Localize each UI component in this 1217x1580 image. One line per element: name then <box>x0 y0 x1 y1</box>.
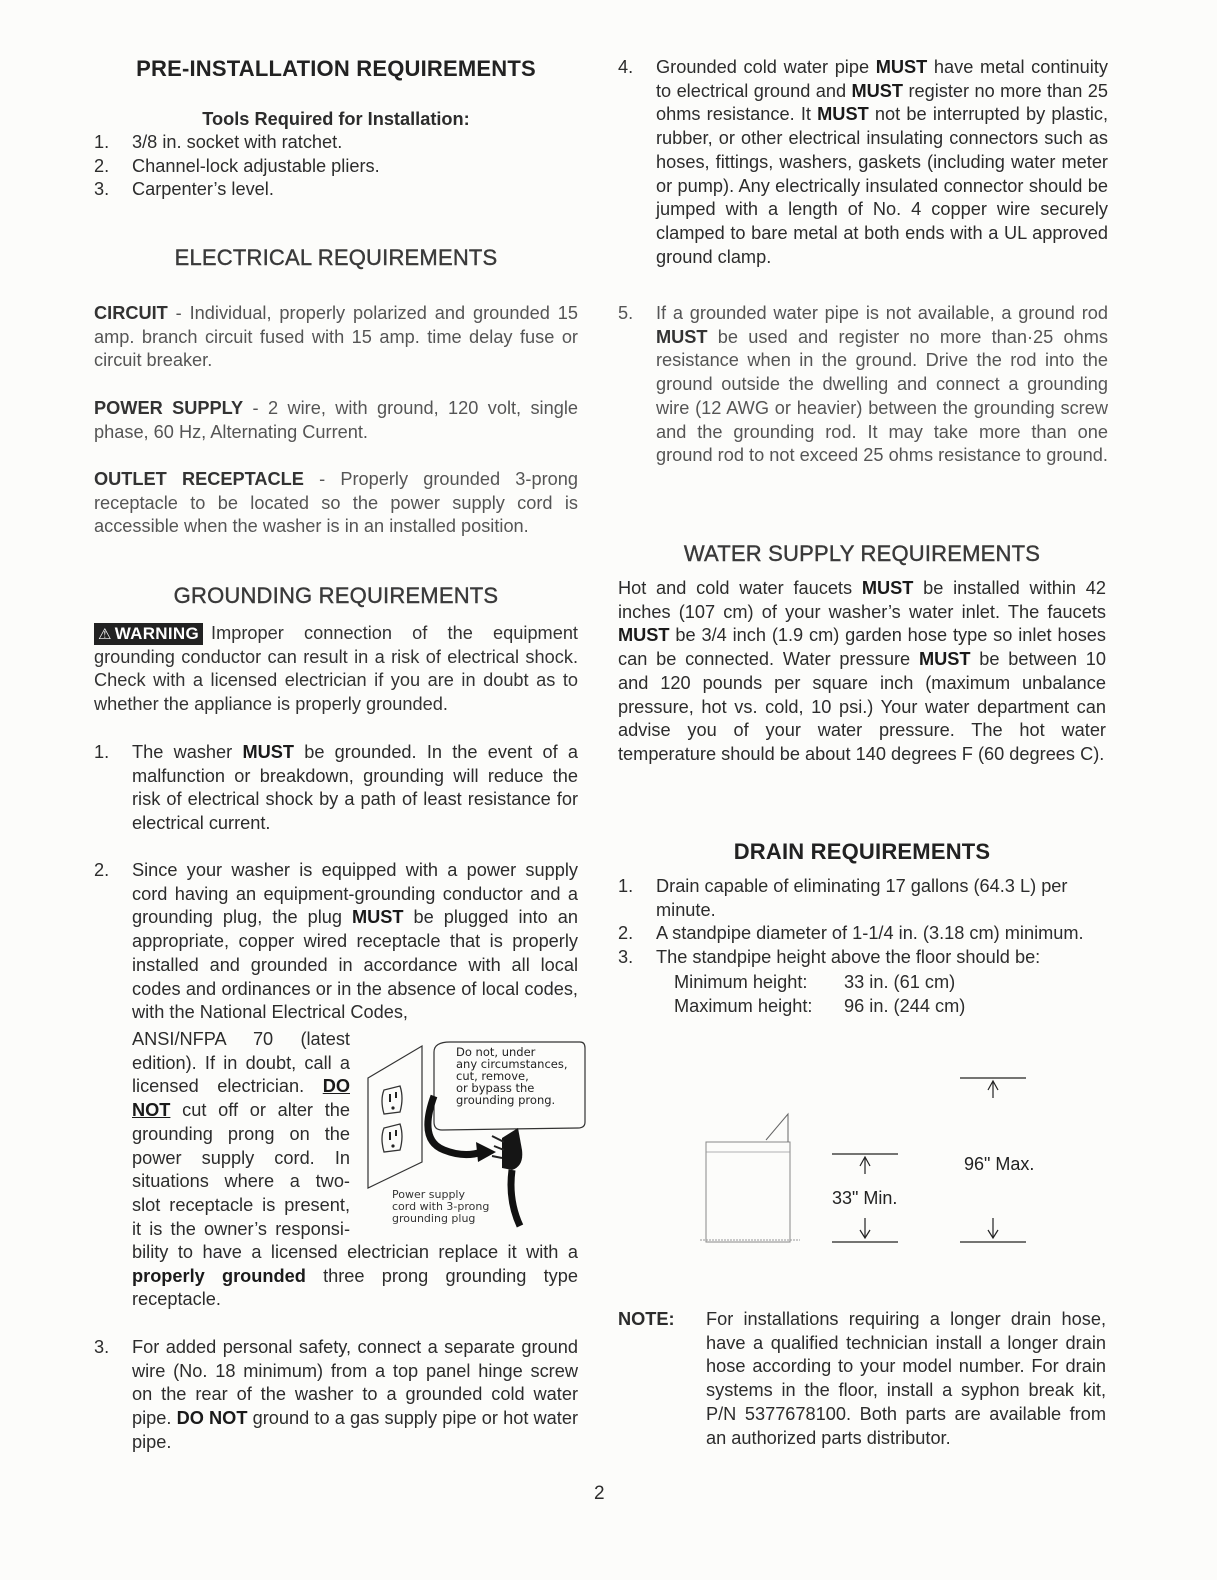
warning-badge: ⚠ WARNING <box>94 623 203 645</box>
grounding-item-2-tail: bility to have a licensed electrician replace it with a properly grounded three prong grounding type receptacle. <box>132 1242 578 1310</box>
warning-triangle-icon: ⚠ <box>98 626 112 643</box>
page-number: 2 <box>594 1483 605 1504</box>
callout-line: cut, remove, <box>456 1069 529 1083</box>
min-label: 33" Min. <box>832 1188 898 1208</box>
grounding-item-2-narrow: ANSI/NFPA 70 (latest edition). If in doubt, call a licensed electrician. DO NOT cut off or alter the grounding prong on the power supply cord. In situations where a two- slot receptacle is present, it is the owner’s responsi- <box>132 1029 350 1239</box>
grounding-plug-figure <box>352 1038 587 1233</box>
list-item: 3. Carpenter’s level. <box>94 179 274 200</box>
callout-line: any circumstances, <box>456 1057 568 1071</box>
list-item: 1. Drain capable of eliminating 17 gallons (64.3 L) per minute. <box>618 876 1068 920</box>
note-text: For installations requiring a longer drain hose, have a qualified technician install a longer drain hose according to your model number. For drain systems in the floor, install a syphon break kit, P/N 5377678100. Both parts are available from an authorized parts distributor. <box>706 1309 1106 1448</box>
electrical-heading: ELECTRICAL REQUIREMENTS <box>174 245 498 270</box>
callout-line: Do not, under <box>456 1045 536 1059</box>
pre-installation-heading: PRE-INSTALLATION REQUIREMENTS <box>136 56 536 81</box>
grounding-item-3: 3. For added personal safety, connect a separate ground wire (No. 18 minimum) from a top panel hinge screw on the rear of the washer to a grounded cold water pipe. DO NOT ground to a gas supply pipe or hot water pipe. <box>94 1337 579 1452</box>
water-supply-heading: WATER SUPPLY REQUIREMENTS <box>683 541 1041 566</box>
drain-list <box>618 875 1106 970</box>
outlet-plug-illustration <box>352 1038 587 1233</box>
callout-line: grounding prong. <box>456 1093 556 1107</box>
outlet-paragraph: OUTLET RECEPTACLE - Properly grounded 3-prong receptacle to be located so the power supply cord is accessible when the washer is in an installed position. <box>94 469 578 537</box>
list-item: 2. A standpipe diameter of 1-1/4 in. (3.18 cm) minimum. <box>618 923 1084 944</box>
list-item: 3. The standpipe height above the floor should be: <box>618 947 1041 968</box>
drain-height-diagram <box>700 1070 1040 1250</box>
max-height-value: 96 in. (244 cm) <box>844 995 966 1016</box>
circuit-paragraph: CIRCUIT - Individual, properly polarized and grounded 15 amp. branch circuit fused with 15 amp. time delay fuse or circuit breaker. <box>94 303 578 371</box>
standpipe-diagram <box>700 1070 1040 1250</box>
grounding-item-5: 5. If a grounded water pipe is not available, a ground rod MUST be used and register no more than·25 ohms resistance when in the ground. Drive the rod into the ground outside the dwelling and connect a grounding wire (12 AWG or heavier) between the grounding screw and the grounding rod. It may take more than one ground rod to not exceed 25 ohms resistance to ground. <box>618 303 1108 466</box>
plug-caption-line: grounding plug <box>392 1212 476 1225</box>
drain-heading: DRAIN REQUIREMENTS <box>733 839 991 864</box>
note-label: NOTE: <box>618 1309 675 1329</box>
tools-list <box>94 131 578 202</box>
water-supply-paragraph: Hot and cold water faucets MUST be installed within 42 inches (107 cm) of your washer’s water inlet. The faucets MUST be 3/4 inch (1.9 cm) garden hose type so inlet hoses can be connected. Water pressure MUST be between 10 and 120 pounds per square inch (maximum unbalance pressure, hot vs. cold, 10 psi.) Your water department can advise you of your water pressure. The hot water temperature should be about 140 degrees F (60 degrees C). <box>618 578 1107 764</box>
min-height-value: 33 in. (61 cm) <box>844 972 956 992</box>
grounding-item-4: 4. Grounded cold water pipe MUST have metal continuity to electrical ground and MUST register no more than 25 ohms resistance. It MUST not be interrupted by plastic, rubber, or other electrical insulating connectors such as hoses, fittings, washers, gaskets (including water meter or pump). Any electrically insulated connector should be jumped with a length of No. 4 copper wire securely clamped to bare metal at both ends with a UL approved ground clamp. <box>618 57 1109 267</box>
grounding-item-2: 2. Since your washer is equipped with a power supply cord having an equipment-grounding conductor and a grounding plug, the plug MUST be plugged into an appropriate, copper wired receptacle that is properly installed and grounded in accordance with all local codes and ordinances or in the absence of local codes, with the National Electrical Codes, <box>94 860 578 1023</box>
tools-heading: Tools Required for Installation: <box>202 109 470 129</box>
max-height-label: Maximum height: <box>674 995 813 1016</box>
standpipe-heights <box>674 971 1074 1018</box>
plug-caption-line: Power supply <box>392 1188 465 1201</box>
grounding-heading: GROUNDING REQUIREMENTS <box>173 583 499 608</box>
note-block <box>618 1308 1106 1450</box>
callout-line: or bypass the <box>456 1081 535 1095</box>
list-item: 2. Channel-lock adjustable pliers. <box>94 155 380 176</box>
plug-caption-line: cord with 3-prong <box>392 1200 490 1213</box>
grounding-item-1: 1. The washer MUST be grounded. In the event of a malfunction or breakdown, grounding will reduce the risk of electrical shock by a path of least resistance for electrical current. <box>94 742 579 834</box>
list-item: 1. 3/8 in. socket with ratchet. <box>94 132 343 152</box>
max-label: 96" Max. <box>964 1154 1035 1174</box>
warning-paragraph: ⚠ WARNING Improper connection of the equipment grounding conductor can result in a risk of electrical shock. Check with a licensed electrician if you are in doubt as to whether the appliance is properly grounded. <box>94 623 578 715</box>
power-supply-paragraph: POWER SUPPLY - 2 wire, with ground, 120 volt, single phase, 60 Hz, Alternating Current. <box>94 398 578 442</box>
min-height-label: Minimum height: <box>674 972 808 992</box>
